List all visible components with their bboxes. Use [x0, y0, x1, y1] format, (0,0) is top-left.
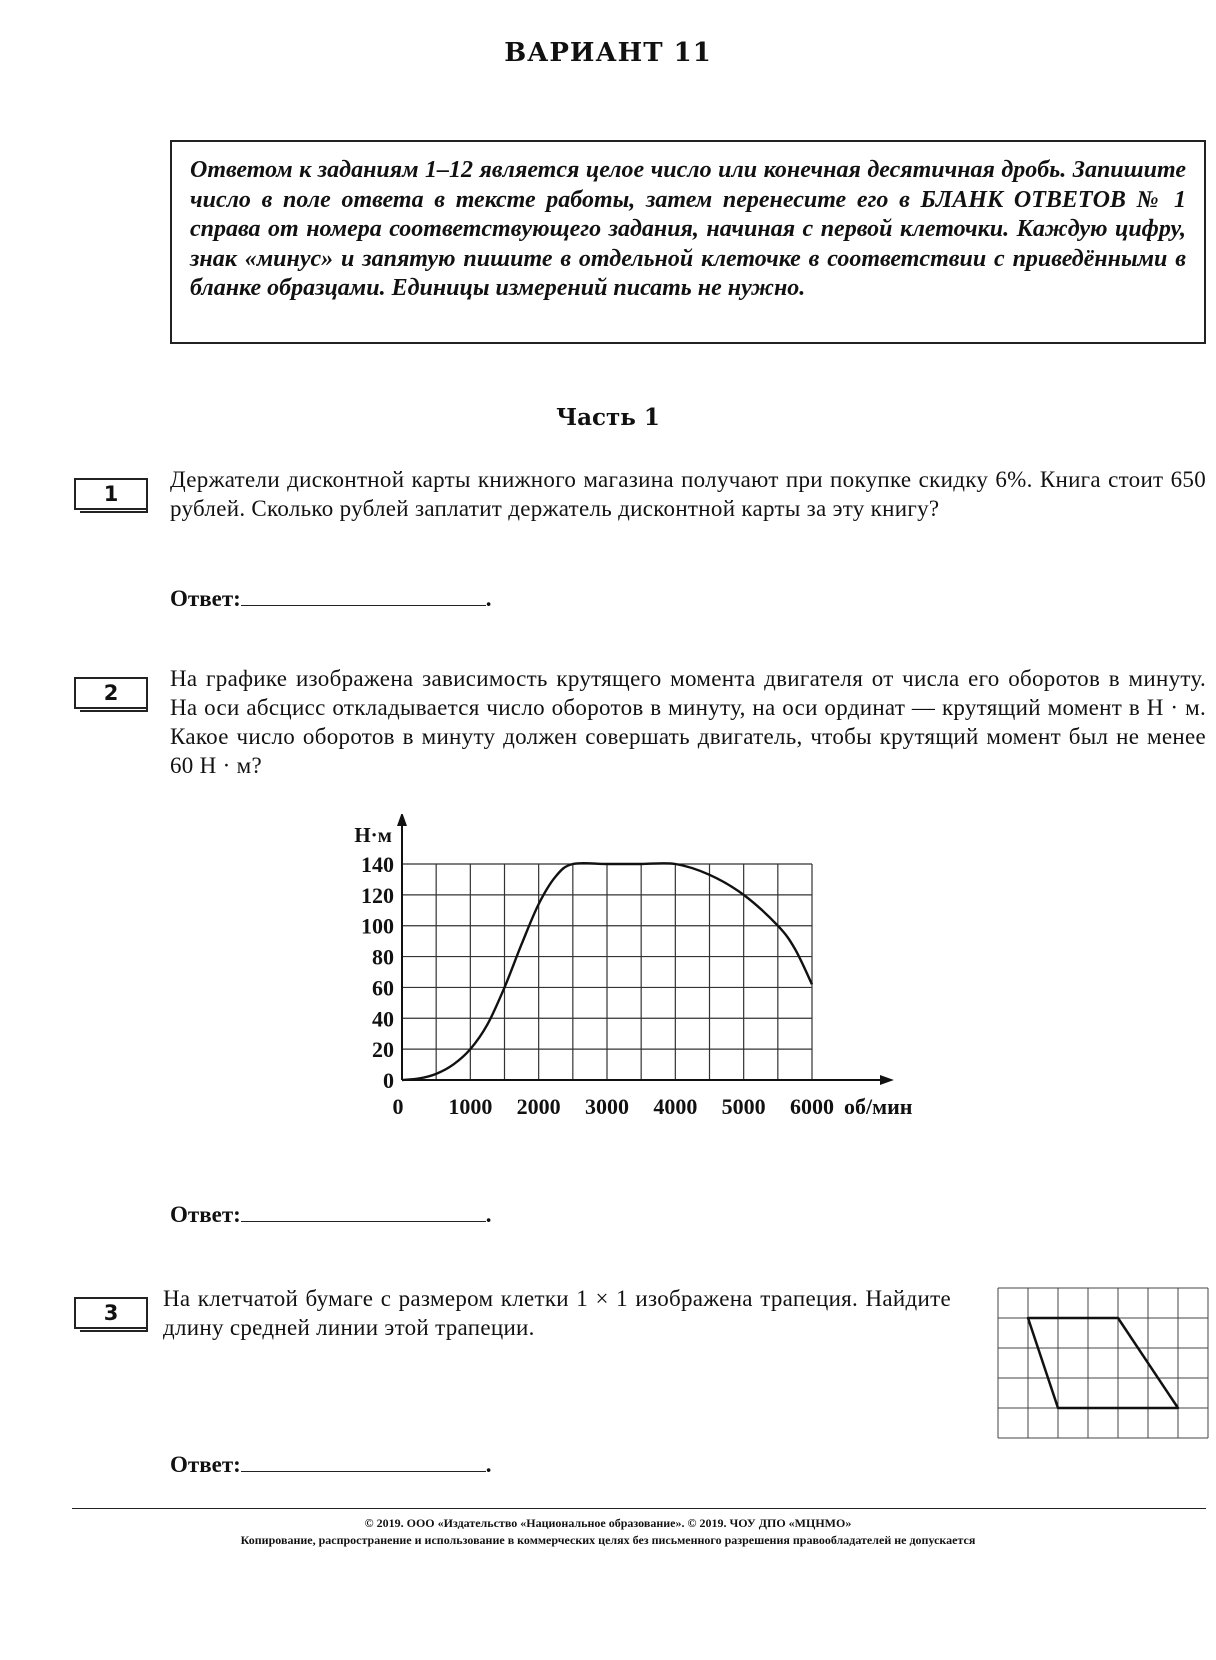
- y-axis-label: Н·м: [354, 823, 392, 847]
- chart-axes: [397, 814, 894, 1085]
- instructions-box: Ответом к заданиям 1–12 является целое число или конечная десятичная дробь. Запишите число в поле ответа в тексте работы, затем перенесите его в БЛАНК ОТВЕТОВ № 1 справа от номера соответствующего задания, начиная с первой клеточки. Каждую цифру, знак «минус» и запятую пишите в отдельной клеточке в соответствии с приведёнными в бланке образцами. Единицы измерений писать не нужно.: [170, 140, 1206, 344]
- answer-line[interactable]: [241, 1203, 486, 1222]
- x-axis-arrow: [880, 1075, 894, 1085]
- page-title: ВАРИАНТ 11: [504, 38, 712, 68]
- task-number-2: 2: [74, 677, 148, 709]
- y-tick-label: 60: [372, 975, 394, 1001]
- task-number-1: 1: [74, 478, 148, 510]
- answer-label: Ответ:: [170, 1202, 241, 1227]
- y-tick-label: 100: [361, 913, 394, 939]
- x-tick-label: 2000: [516, 1094, 561, 1119]
- y-tick-label: 20: [372, 1037, 394, 1063]
- chart-tick-labels: [354, 823, 912, 1119]
- task-text-2: На графике изображена зависимость крутящего момента двигателя от числа его оборотов в минуту. На оси абсцисс откладывается число оборотов в минуту, на оси ординат — крутящий момент в Н · м. Какое число оборотов в минуту должен совершать двигатель, чтобы крутящий момент был не менее 60 Н · м?: [170, 666, 1206, 778]
- task-text-3: На клетчатой бумаге с размером клетки 1 × 1 изображена трапеция. Найдите длину средней линии этой трапеции.: [163, 1286, 951, 1340]
- y-tick-label: 80: [372, 944, 394, 970]
- footer-divider: [72, 1508, 1206, 1509]
- answer-end: .: [485, 1202, 492, 1227]
- y-tick-label: 140: [361, 852, 394, 877]
- trapezoid-figure: [997, 1287, 1209, 1439]
- torque-chart: [330, 814, 950, 1154]
- x-tick-label: 5000: [721, 1094, 766, 1119]
- y-tick-label: 120: [361, 882, 394, 908]
- answer-line[interactable]: [241, 587, 486, 606]
- footer-copyright: © 2019. ООО «Издательство «Национальное образование». © 2019. ЧОУ ДПО «МЦНМО»: [364, 1516, 852, 1530]
- y-axis-arrow: [397, 814, 407, 826]
- task-number-3: 3: [74, 1297, 148, 1329]
- x-tick-label: 4000: [653, 1094, 698, 1119]
- y-tick-label: 0: [383, 1068, 394, 1093]
- answer-label: Ответ:: [170, 586, 241, 611]
- x-axis-label: об/мин: [844, 1094, 913, 1119]
- task-text-1: Держатели дисконтной карты книжного магазина получают при покупке скидку 6%. Книга стоит 650 рублей. Сколько рублей заплатит держатель дисконтной карты за эту книгу?: [170, 467, 1206, 521]
- x-tick-label: 1000: [448, 1094, 493, 1119]
- x-tick-label: 3000: [585, 1094, 629, 1119]
- answer-label: Ответ:: [170, 1452, 241, 1477]
- chart-grid: [402, 864, 812, 1080]
- answer-field-1[interactable]: [170, 586, 492, 612]
- trapezoid-shape: [1028, 1318, 1178, 1408]
- x-tick-label: 6000: [790, 1094, 834, 1119]
- y-tick-label: 40: [372, 1006, 394, 1032]
- x-tick-label: 0: [392, 1094, 404, 1119]
- footer-notice: Копирование, распространение и использование в коммерческих целях без письменного разрешения правообладателей не допускается: [240, 1533, 976, 1547]
- answer-line[interactable]: [241, 1453, 486, 1472]
- answer-end: .: [485, 586, 492, 611]
- answer-field-3[interactable]: [170, 1452, 492, 1478]
- part-title: Часть 1: [556, 404, 660, 431]
- answer-end: .: [485, 1452, 492, 1477]
- answer-field-2[interactable]: [170, 1202, 492, 1228]
